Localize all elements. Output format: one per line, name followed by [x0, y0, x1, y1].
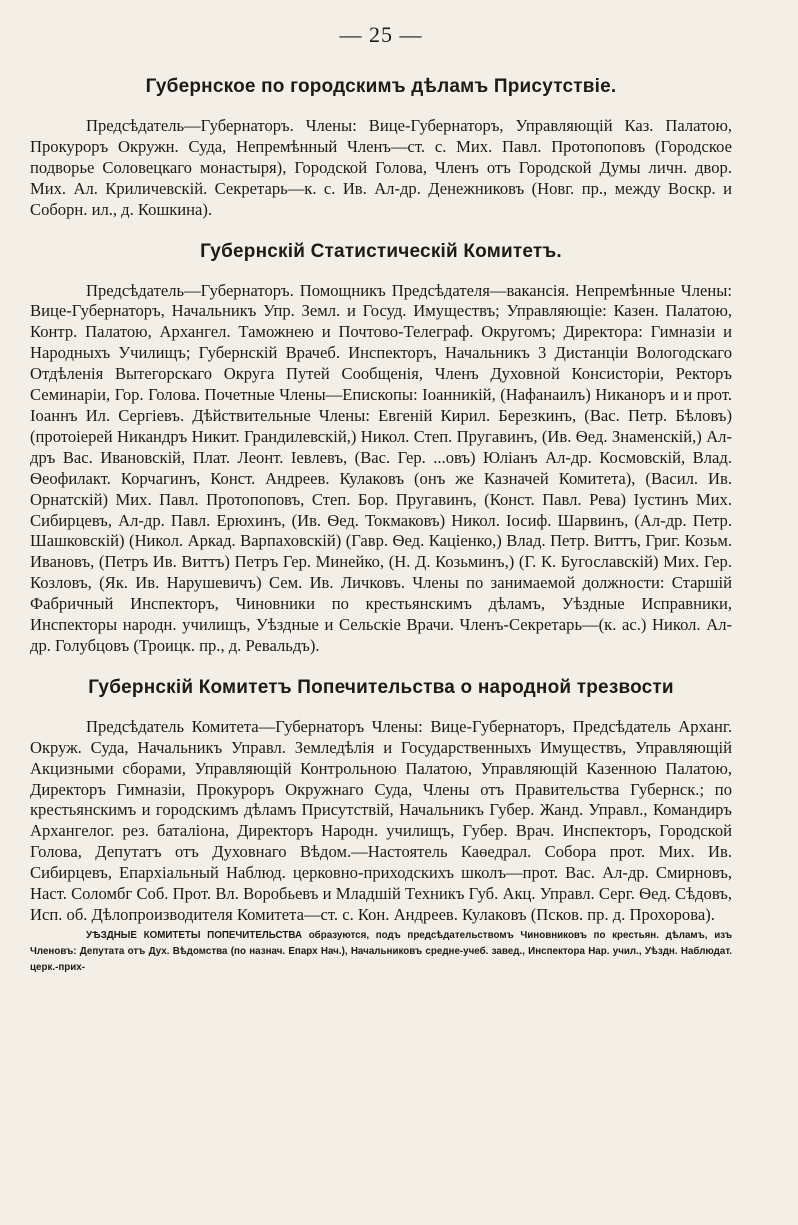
section-title: Губернскій Комитетъ Попечительства о народной трезвости — [88, 676, 674, 698]
section-footnote: УѢЗДНЫЕ КОМИТЕТЫ ПОПЕЧИТЕЛЬСТВА образуются, подъ предсѣдательствомъ Чиновниковъ по крестьян. дѣламъ, изъ Членовъ: Депутата отъ Дух. Вѣдомства (по назнач. Епарх Нач.), Начальниковъ средне-учеб. завед., Инспектора Нар. учил., Уѣздн. Наблюдат. церк.-прих- — [30, 929, 732, 973]
section-body: Предсѣдатель—Губернаторъ. Члены: Вице-Губернаторъ, Управляющій Каз. Палатою, Прокуроръ Окружн. Суда, Непремѣнный Членъ—ст. с. Мих. Павл. Протопоповъ (Городское подворье Соловецкаго монастыря), Городской Голова, Членъ отъ Городской Думы личн. двор. Мих. Ал. Криличевскій. Секретарь—к. с. Ив. Ал-др. Денежниковъ (Новг. пр., между Воскр. и Соборн. ил., д. Кошкина). — [30, 116, 732, 219]
section-city-affairs — [30, 76, 732, 221]
page-number: — 25 — — [339, 22, 423, 47]
section-statistical-committee — [30, 241, 732, 657]
section-temperance-committee — [30, 677, 732, 976]
section-title: Губернскій Статистическій Комитетъ. — [200, 240, 562, 262]
section-body: Предсѣдатель—Губернаторъ. Помощникъ Предсѣдателя—вакансія. Непремѣнные Члены: Вице-Губернаторъ, Начальникъ Упр. Земл. и Госуд. Имуществъ; Управляющіе: Казен. Палатою, Контр. Палатою, Архангел. Таможнею и Почтово-Телеграф. Округомъ; Директора: Гимназіи и Народныхъ Училищъ; Губернскій Врачеб. Инспекторъ, Начальникъ 3 Дистанціи Вологодскаго Отдѣленія Вытегорскаго Округа Путей Сообщенія, Членъ Духовной Консисторіи, Ректоръ Семинаріи, Гор. Голова. Почетные Члены—Епископы: Іоанникій, (Нафанаилъ) Никаноръ и и прот. Іоаннъ Ил. Сергіевъ. Дѣйствительные Члены: Евгеній Кирил. Березкинъ, (Вас. Петр. Бѣловъ) (протоіерей Никандръ Никит. Грандилевскій,) Никол. Степ. Пругавинъ, (Ив. Ѳед. Знаменскій,) Ал-дръ Вас. Ивановскій, Плат. Леонт. Іевлевъ, (Вас. Гер. ...овъ) Юліанъ Ал-др. Космовскій, Влад. Ѳеофилакт. Корчагинъ, Конст. Андреев. Кулаковъ (онъ же Казначей Комитета), (Васил. Ив. Орнатскій) Мих. Павл. Протопоповъ, Степ. Бор. Пругавинъ, (Конст. Павл. Рева) Іустинъ Мих. Сибирцевъ, Ал-др. Павл. Ерюхинъ, (Ив. Ѳед. Токмаковъ) Никол. Іосиф. Шарвинъ, (Ал-др. Петр. Шашковскій) (Никол. Аркад. Варпаховскій) (Гавр. Ѳед. Каціенко,) Влад. Петр. Виттъ, Григ. Козьм. Ивановъ, (Петръ Ив. Виттъ) Петръ Гер. Минейко, (Н. Д. Козьминъ,) (Г. К. Бугославскій) Мих. Гер. Козловъ, (Як. Ив. Нарушевичъ) Сем. Ив. Личковъ. Члены по занимаемой должности: Старшій Фабричный Инспекторъ, Чиновники по крестьянскимъ дѣламъ, Уѣздные Исправники, Инспекторы народн. училищъ, Уѣздные и Сельскіе Врачи. Членъ-Секретарь—(к. ас.) Никол. Ал-др. Голубцовъ (Троицк. пр., д. Ревальдъ). — [30, 280, 732, 655]
section-body: Предсѣдатель Комитета—Губернаторъ Члены: Вице-Губернаторъ, Предсѣдатель Арханг. Окруж. Суда, Начальникъ Управл. Земледѣлія и Государственныхъ Имуществъ, Управляющій Акцизными сборами, Управляющій Контрольною Палатою, Управляющій Казенною Палатою, Директоръ Гимназіи, Прокуроръ Окружнаго Суда, Члены отъ Правительства Губернск.; по крестьянскимъ и городскимъ дѣламъ Присутствій, Начальникъ Губер. Жанд. Управл., Командиръ Архангелог. рез. баталіона, Директоръ Народн. училищъ, Губер. Врач. Инспекторъ, Городской Голова, Депутатъ отъ Духовнаго Вѣдом.—Настоятель Каѳедрал. Собора прот. Мих. Ив. Сибирцевъ, Епархіальный Наблюд. церковно-приходскихъ школъ—прот. Вас. Ал-др. Смирновъ, Наст. Соломбг Соб. Прот. Вл. Воробьевъ и Младшій Техникъ Губ. Акц. Управл. Серг. Ѳед. Сѣдовъ, Исп. об. Дѣлопроизводителя Комитета—ст. с. Кон. Андреев. Кулаковъ (Псков. пр. д. Прохорова). — [30, 716, 732, 924]
section-title: Губернское по городскимъ дѣламъ Присутствіе. — [145, 76, 617, 97]
